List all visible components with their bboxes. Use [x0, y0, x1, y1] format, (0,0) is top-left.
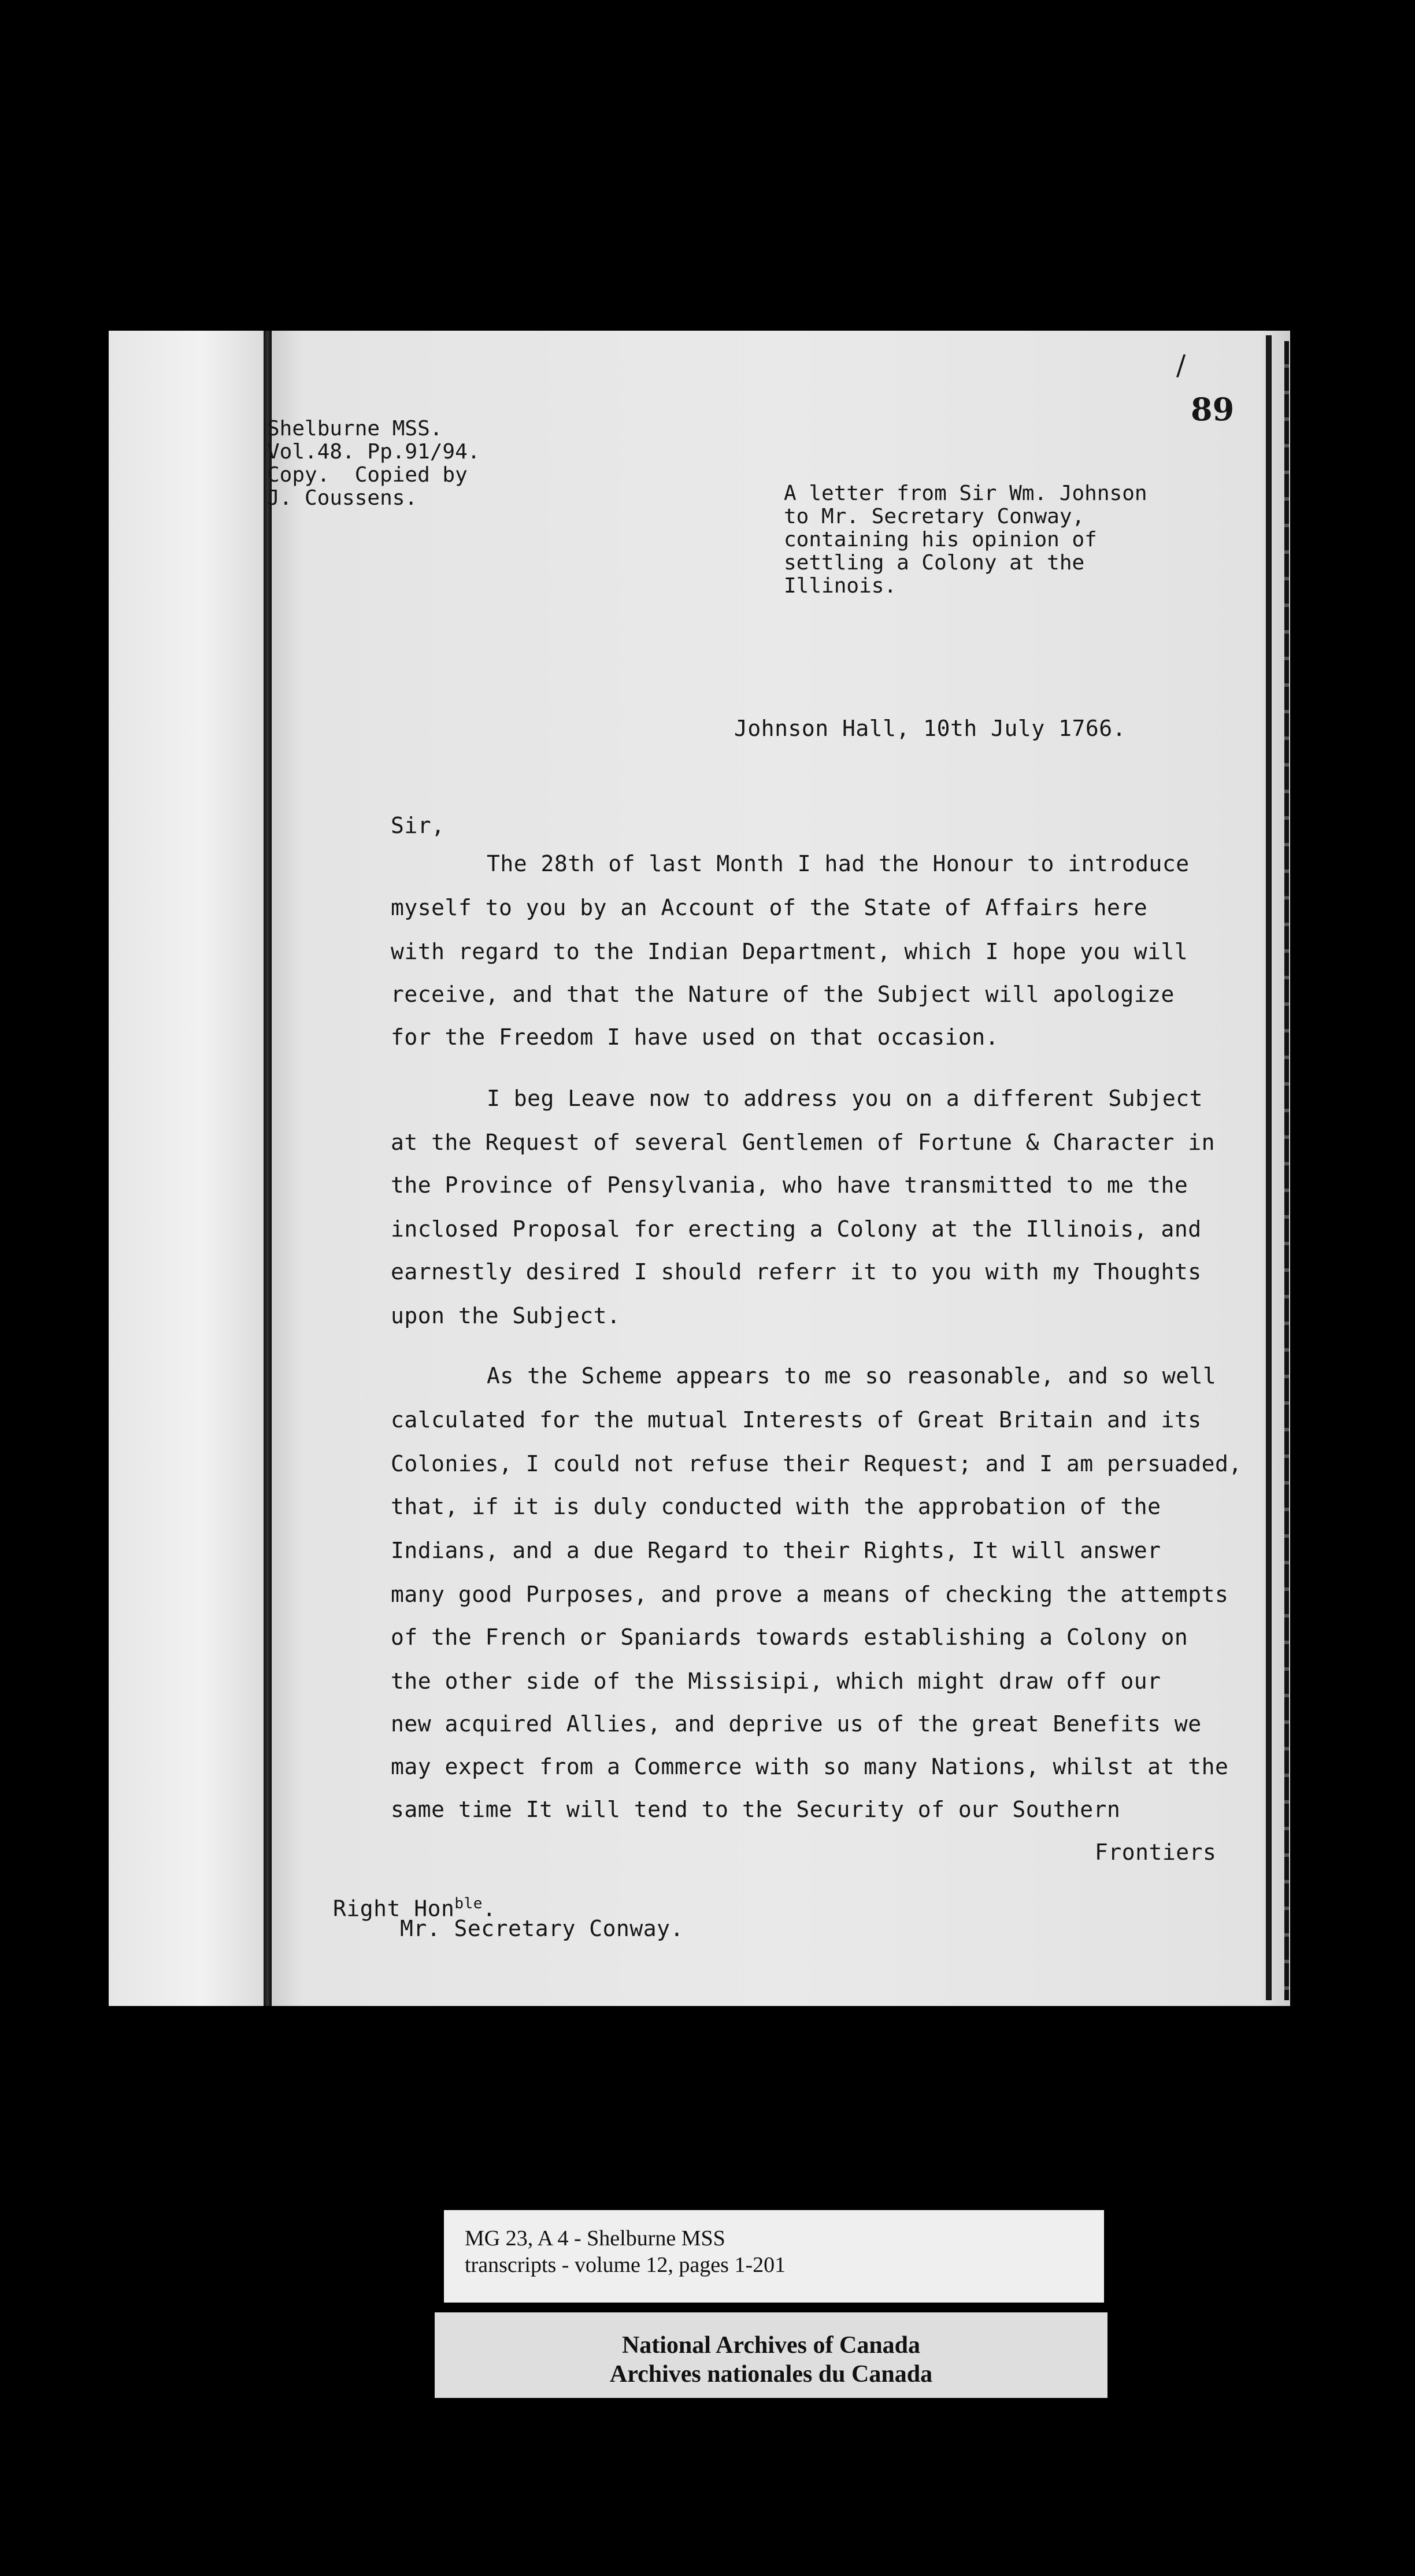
body-line: The 28th of last Month I had the Honour to introduce — [487, 851, 1190, 876]
addressee-superscript: ble — [454, 1895, 483, 1912]
archive-reference-line: transcripts - volume 12, pages 1-201 — [465, 2253, 786, 2277]
body-line: the Province of Pensylvania, who have transmitted to me the — [391, 1172, 1188, 1198]
body-line: for the Freedom I have used on that occasion. — [391, 1024, 999, 1050]
body-line: new acquired Allies, and deprive us of the great Benefits we — [391, 1711, 1202, 1737]
summary-line: Illinois. — [784, 574, 897, 598]
body-line: Colonies, I could not refuse their Request; and I am persuaded, — [391, 1451, 1242, 1476]
archive-stamp-line: National Archives of Canada — [621, 2332, 921, 2359]
body-line: myself to you by an Account of the State of Affairs here — [391, 895, 1148, 920]
body-line: As the Scheme appears to me so reasonable, and so well — [487, 1363, 1217, 1389]
manuscript-page — [267, 331, 1290, 2006]
source-ref-line: Vol.48. Pp.91/94. — [267, 440, 480, 464]
body-line: earnestly desired I should referr it to you with my Thoughts — [391, 1259, 1202, 1285]
archive-stamp — [435, 2312, 1107, 2398]
archive-stamp-line: Archives nationales du Canada — [609, 2361, 933, 2388]
source-ref-line: Copy. Copied by — [267, 463, 468, 487]
body-line: I beg Leave now to address you on a different Subject — [487, 1086, 1203, 1111]
summary-line: A letter from Sir Wm. Johnson — [784, 482, 1147, 505]
addressee-title: Right Hon — [333, 1896, 455, 1922]
body-line: that, if it is duly conducted with the approbation of the — [391, 1494, 1161, 1519]
stacked-page-edges — [1284, 341, 1289, 2000]
addressee-period: . — [482, 1896, 497, 1922]
addressee-name: Mr. Secretary Conway. — [400, 1916, 684, 1941]
body-line: many good Purposes, and prove a means of checking the attempts — [391, 1582, 1229, 1607]
body-line: receive, and that the Nature of the Subject will apologize — [391, 982, 1175, 1007]
body-line: calculated for the mutual Interests of Great Britain and its — [391, 1407, 1202, 1433]
archive-reference-line: MG 23, A 4 - Shelburne MSS — [465, 2226, 725, 2251]
page-number: 89 — [1191, 391, 1235, 428]
catchword: Frontiers — [1095, 1840, 1217, 1865]
source-ref-line: J. Coussens. — [267, 486, 418, 510]
body-line: may expect from a Commerce with so many Nations, whilst at the — [391, 1754, 1229, 1779]
body-line: at the Request of several Gentlemen of Fortune & Character in — [391, 1130, 1216, 1155]
body-line: the other side of the Missisipi, which might draw off our — [391, 1668, 1161, 1694]
blank-left-leaf — [109, 331, 264, 2006]
body-line: inclosed Proposal for erecting a Colony at the Illinois, and — [391, 1216, 1202, 1242]
body-line: Indians, and a due Regard to their Rights, It will answer — [391, 1538, 1161, 1563]
body-line: with regard to the Indian Department, which I hope you will — [391, 939, 1188, 964]
summary-line: settling a Colony at the — [784, 551, 1085, 575]
body-line: upon the Subject. — [391, 1303, 621, 1328]
corner-mark: / — [1176, 349, 1186, 382]
summary-line: containing his opinion of — [784, 528, 1097, 552]
archive-reference-label — [444, 2210, 1104, 2303]
summary-line: to Mr. Secretary Conway, — [784, 505, 1085, 528]
source-ref-line: Shelburne MSS. — [267, 417, 443, 441]
page-edge-shadow — [1266, 335, 1272, 2000]
body-line: same time It will tend to the Security of our Southern — [391, 1797, 1121, 1822]
salutation: Sir, — [391, 813, 445, 838]
binding-gutter — [264, 331, 272, 2006]
body-line: of the French or Spaniards towards establishing a Colony on — [391, 1624, 1188, 1650]
dateline: Johnson Hall, 10th July 1766. — [734, 716, 1126, 741]
